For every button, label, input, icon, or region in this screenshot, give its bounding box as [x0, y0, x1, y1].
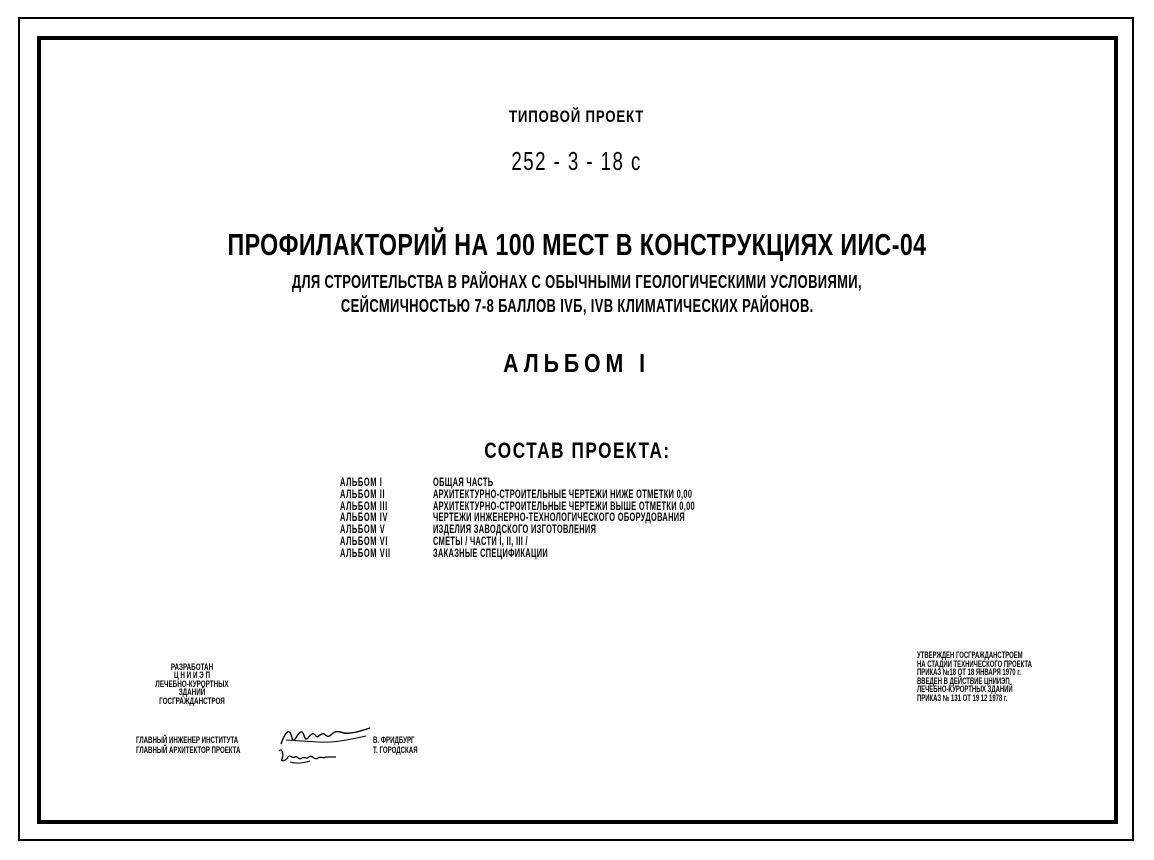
composition-item [340, 510, 860, 525]
signature-name: В. ФРИДБУРГ [373, 735, 415, 745]
album-title [0, 350, 1154, 377]
composition-item [340, 499, 860, 511]
composition-item [340, 546, 860, 558]
signature-row-chief-architect [136, 745, 436, 755]
project-number-text: 252 - 3 - 18 с [511, 146, 643, 176]
signature-row-chief-engineer [136, 735, 436, 745]
developer-line: РАЗРАБОТАН [170, 662, 214, 672]
developer-block [132, 663, 252, 705]
composition-album-label: АЛЬБОМ I [340, 475, 383, 489]
signature-role: ГЛАВНЫЙ ИНЖЕНЕР ИНСТИТУТА [136, 735, 239, 745]
composition-title-text: СОСТАВ ПРОЕКТА: [483, 438, 671, 463]
composition-album-label: АЛЬБОМ VII [340, 545, 391, 560]
type-title [0, 108, 1154, 127]
approval-line: НА СТАДИИ ТЕХНИЧЕСКОГО ПРОЕКТА [917, 658, 1032, 669]
subtitle-line-1-text: ДЛЯ СТРОИТЕЛЬСТВА В РАЙОНАХ С ОБЫЧНЫМИ ГЕОЛОГИЧЕСКИМИ УСЛОВИЯМИ, [291, 272, 863, 292]
signature-role: ГЛАВНЫЙ АРХИТЕКТОР ПРОЕКТА [136, 745, 241, 755]
composition-album-label: АЛЬБОМ II [340, 486, 386, 501]
composition-album-description: СМЕТЫ / ЧАСТИ I, II, III / [433, 533, 528, 548]
composition-album-description: ИЗДЕЛИЯ ЗАВОДСКОГО ИЗГОТОВЛЕНИЯ [433, 522, 597, 537]
type-title-text: ТИПОВОЙ ПРОЕКТ [509, 107, 645, 126]
approval-block [917, 651, 1077, 703]
composition-title [0, 440, 1154, 463]
composition-album-description: ОБЩАЯ ЧАСТЬ [433, 475, 494, 489]
developer-line: ЛЕЧЕБНО-КУРОРТНЫХ [155, 678, 229, 689]
composition-album-label: АЛЬБОМ V [340, 522, 386, 537]
approval-line: ПРИКАЗ № 131 ОТ 19 12 1978 г. [917, 692, 1008, 703]
approval-line: ЛЕЧЕБНО-КУРОРТНЫХ ЗДАНИЙ [917, 684, 1013, 695]
album-title-text: АЛЬБОМ I [503, 348, 651, 378]
subtitle-line-2-text: СЕЙСМИЧНОСТЬЮ 7-8 БАЛЛОВ IVБ, IVВ КЛИМАТИЧЕСКИХ РАЙОНОВ. [340, 296, 814, 316]
composition-album-label: АЛЬБОМ VI [340, 533, 389, 548]
composition-item [340, 522, 860, 537]
developer-line: ЗДАНИЙ [178, 687, 206, 698]
main-title-text: ПРОФИЛАКТОРИЙ НА 100 МЕСТ В КОНСТРУКЦИЯХ ИИС-04 [227, 227, 927, 262]
composition-album-label: АЛЬБОМ III [340, 498, 388, 513]
composition-item [340, 534, 860, 546]
composition-item [340, 475, 860, 487]
subtitle-line-2 [0, 297, 1154, 317]
developer-line: ГОСГРАЖДАНСТРОЯ [159, 695, 225, 706]
developer-line: Ц Н И И Э П [174, 670, 210, 681]
approval-line: УТВЕРЖДЕН ГОСГРАЖДАНСТРОЕМ [917, 650, 1023, 660]
approval-line: ВВЕДЕН В ДЕЙСТВИЕ ЦНИИЭП [917, 675, 1010, 686]
signature-name: Т. ГОРОДСКАЯ [373, 745, 418, 755]
composition-album-description: ЗАКАЗНЫЕ СПЕЦИФИКАЦИИ [433, 545, 549, 560]
composition-album-description: ЧЕРТЕЖИ ИНЖЕНЕРНО-ТЕХНОЛОГИЧЕСКОГО ОБОРУДОВАНИЯ [433, 510, 686, 525]
project-number [0, 148, 1154, 175]
composition-album-description: АРХИТЕКТУРНО-СТРОИТЕЛЬНЫЕ ЧЕРТЕЖИ ВЫШЕ ОТМЕТКИ 0,00 [433, 498, 696, 513]
composition-list [340, 475, 860, 558]
composition-item [340, 487, 860, 499]
subtitle-line-1 [0, 273, 1154, 293]
main-title [0, 229, 1154, 260]
composition-album-description: АРХИТЕКТУРНО-СТРОИТЕЛЬНЫЕ ЧЕРТЕЖИ НИЖЕ ОТМЕТКИ 0,00 [433, 486, 693, 501]
composition-album-label: АЛЬБОМ IV [340, 510, 389, 525]
approval-line: ПРИКАЗ №18 ОТ 18 ЯНВАРЯ 1970 г. [917, 667, 1021, 678]
